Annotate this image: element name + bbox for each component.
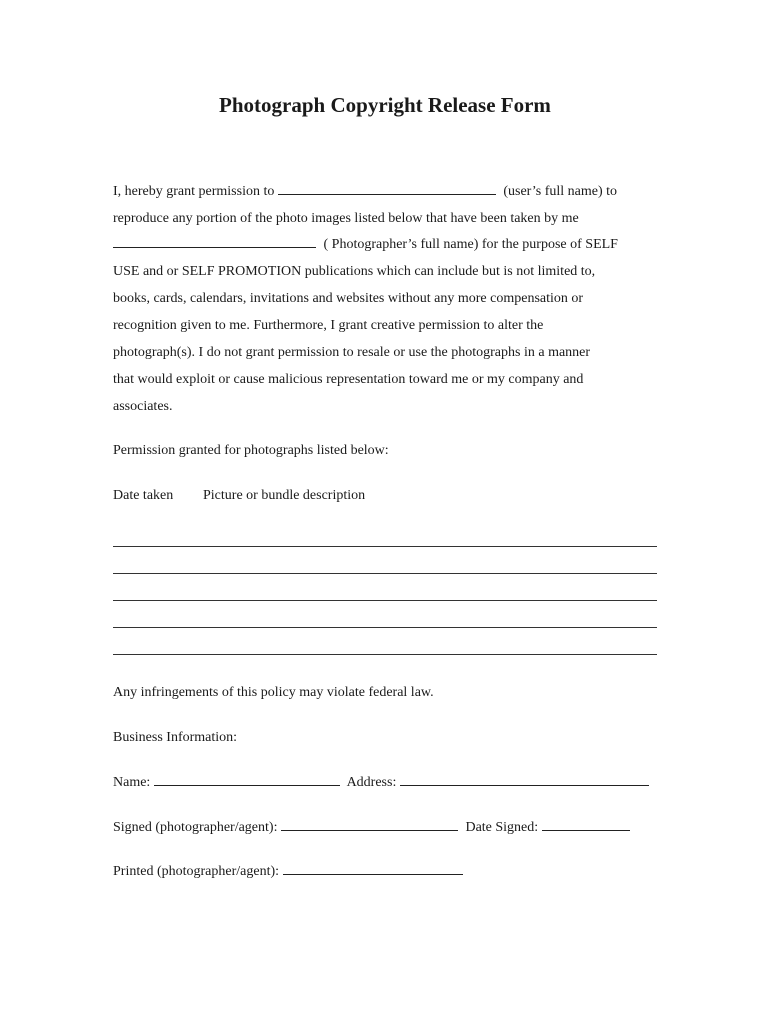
paragraph-line-8: that would exploit or cause malicious representation toward me or my company and (113, 372, 584, 387)
printed-row (113, 864, 467, 880)
paragraph-line-1 (113, 184, 617, 200)
infringement-notice: Any infringements of this policy may violate federal law. (113, 685, 434, 700)
photographer-name-note: ( Photographer’s full name) for the purpose of SELF (323, 237, 618, 252)
column-description: Picture or bundle description (203, 488, 366, 503)
user-name-note: (user’s full name) to (503, 184, 618, 199)
photo-entry-line-3[interactable] (113, 600, 657, 601)
address-blank[interactable] (400, 784, 649, 786)
photo-entry-line-1[interactable] (113, 546, 657, 547)
paragraph-line-4: USE and or SELF PROMOTION publications which can include but is not limited to, (113, 264, 596, 279)
name-blank[interactable] (154, 784, 340, 786)
signature-blank[interactable] (281, 829, 458, 831)
permission-heading: Permission granted for photographs listed below: (113, 443, 389, 458)
column-date-taken: Date taken (113, 488, 174, 503)
signed-label: Signed (photographer/agent): (113, 820, 278, 835)
date-signed-blank[interactable] (542, 829, 630, 831)
user-name-blank[interactable] (278, 193, 496, 195)
page-title: Photograph Copyright Release Form (219, 93, 551, 117)
paragraph-line-9: associates. (113, 399, 173, 414)
paragraph-line-5: books, cards, calendars, invitations and websites without any more compensation or (113, 291, 584, 306)
date-signed-label: Date Signed: (465, 820, 539, 835)
photo-entry-line-5[interactable] (113, 654, 657, 655)
name-label: Name: (113, 775, 151, 790)
photographer-name-blank[interactable] (113, 246, 316, 248)
business-heading: Business Information: (113, 730, 238, 745)
grant-text: I, hereby grant permission to (113, 184, 275, 199)
paragraph-line-3 (113, 237, 618, 253)
photo-entry-line-4[interactable] (113, 627, 657, 628)
printed-name-blank[interactable] (283, 873, 463, 875)
photo-entry-line-2[interactable] (113, 573, 657, 574)
paragraph-line-2: reproduce any portion of the photo images listed below that have been taken by me (113, 211, 579, 226)
signed-row (113, 820, 634, 836)
name-address-row (113, 775, 653, 791)
printed-label: Printed (photographer/agent): (113, 864, 280, 879)
paragraph-line-6: recognition given to me. Furthermore, I grant creative permission to alter the (113, 318, 544, 333)
paragraph-line-7: photograph(s). I do not grant permission to resale or use the photographs in a manner (113, 345, 591, 360)
address-label: Address: (346, 775, 397, 790)
